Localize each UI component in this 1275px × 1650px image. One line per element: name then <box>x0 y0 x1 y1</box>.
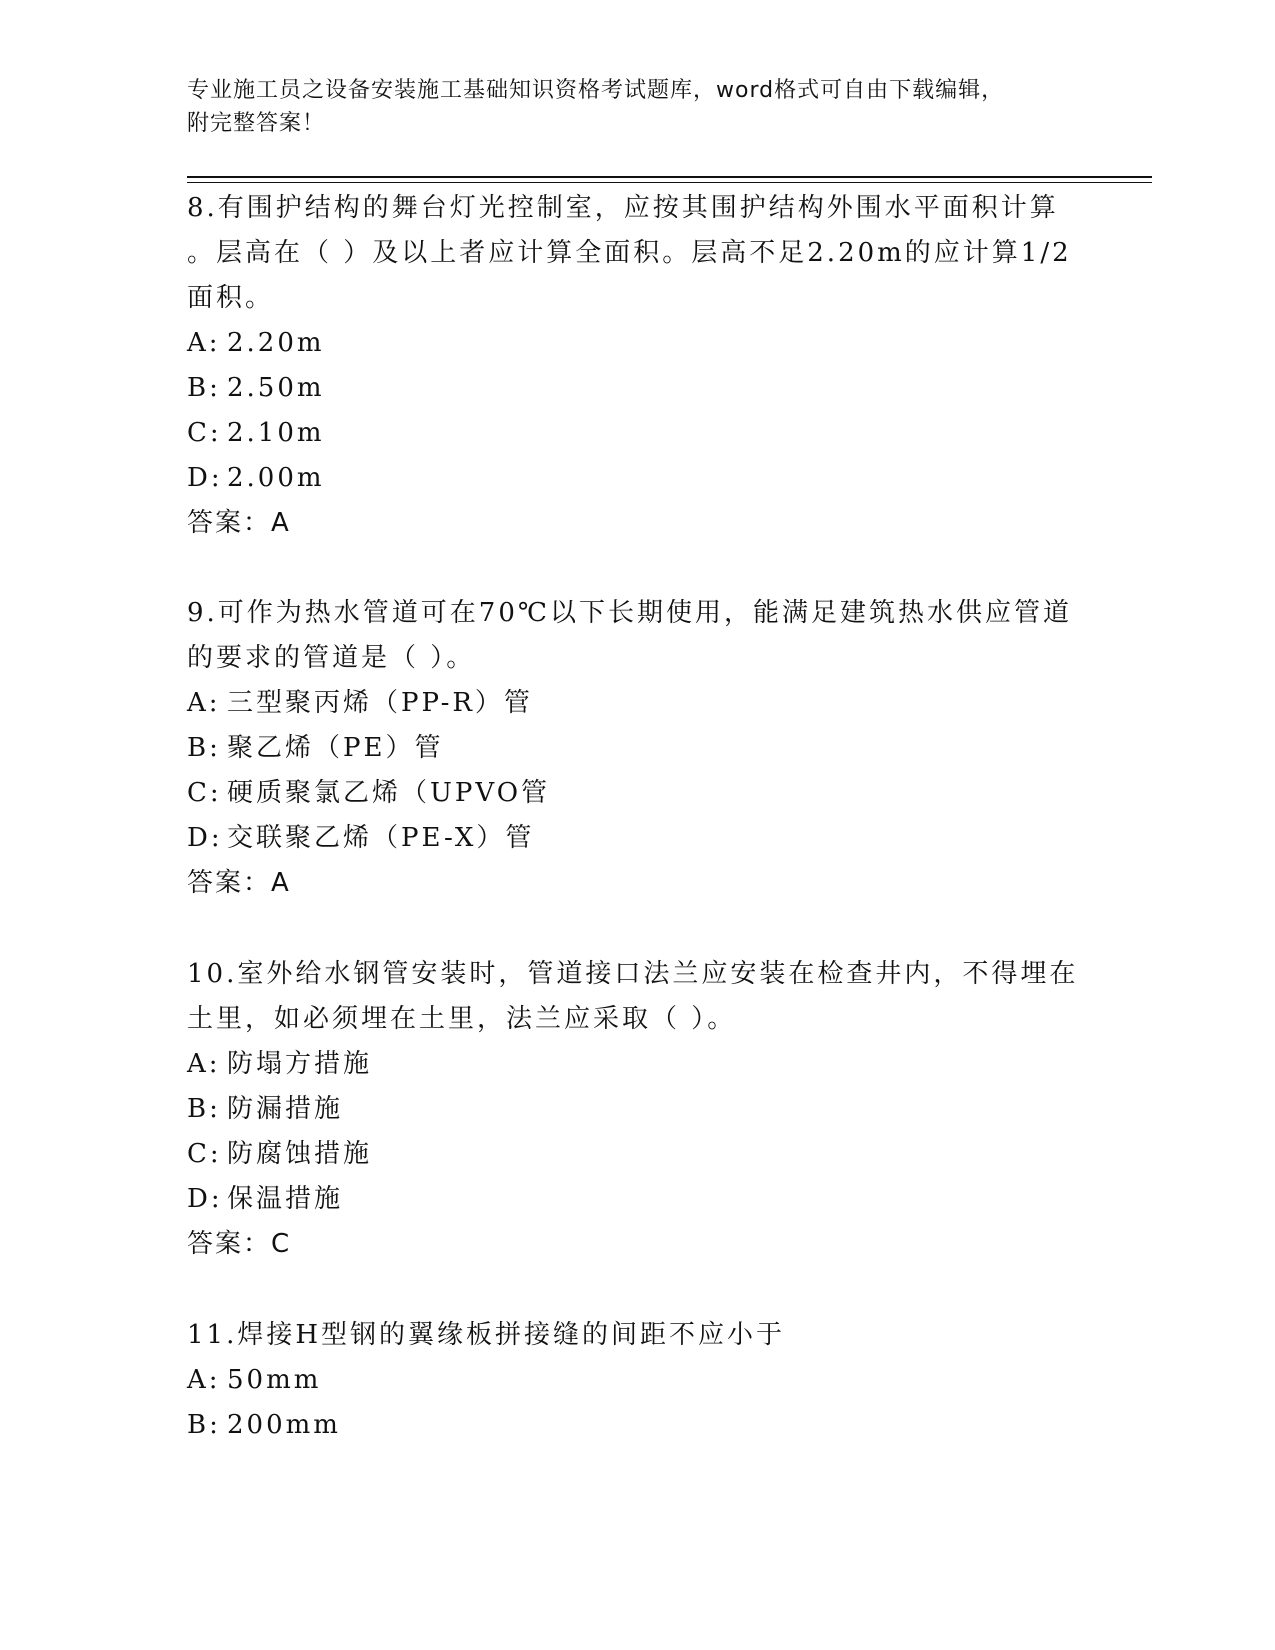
option-a <box>187 1042 1087 1087</box>
header-line-2: 附完整答案！ <box>187 111 326 136</box>
option-b <box>187 726 1087 771</box>
option-letter: B: <box>187 373 221 403</box>
option-b <box>187 1087 1087 1132</box>
header-line-1: 专业施工员之设备安装施工基础知识资格考试题库，word格式可自由下载编辑， <box>187 78 1005 103</box>
question-stem-line: 面积。 <box>187 283 275 313</box>
option-text: 防塌方措施 <box>227 1049 373 1079</box>
question-stem-line: 8.有围护结构的舞台灯光控制室，应按其围护结构外围水平面积计算 <box>187 193 1059 223</box>
question-stem-line: 土里，如必须埋在土里，法兰应采取（ ）。 <box>187 1004 737 1034</box>
option-c <box>187 1132 1087 1177</box>
option-text: 硬质聚氯乙烯（UPVO管 <box>227 778 551 808</box>
question-stem-line: 11.焊接H型钢的翼缘板拼接缝的间距不应小于 <box>187 1320 786 1350</box>
option-text: 交联聚乙烯（PE-X）管 <box>227 823 535 853</box>
option-letter: B: <box>187 1094 221 1124</box>
option-text: 三型聚丙烯（PP-R）管 <box>227 688 533 718</box>
option-a <box>187 681 1087 726</box>
question-8 <box>187 186 1087 546</box>
option-text: 聚乙烯（PE）管 <box>227 733 444 763</box>
option-letter: A: <box>187 328 221 358</box>
option-letter: C: <box>187 418 222 448</box>
answer-line: 答案：A <box>187 868 291 898</box>
question-stem-line: 的要求的管道是（ ）。 <box>187 643 476 673</box>
option-text: 保温措施 <box>227 1184 344 1214</box>
question-stem-line: 。层高在（ ）及以上者应计算全面积。层高不足2.20m的应计算1/2 <box>187 238 1072 268</box>
option-text: 防腐蚀措施 <box>227 1139 373 1169</box>
question-stem-line: 9.可作为热水管道可在70℃以下长期使用，能满足建筑热水供应管道 <box>187 598 1072 628</box>
option-text: 2.10m <box>227 418 325 448</box>
option-text: 2.50m <box>227 373 325 403</box>
option-text: 防漏措施 <box>227 1094 344 1124</box>
answer-line: 答案：C <box>187 1229 292 1259</box>
header-divider-thick <box>187 176 1152 178</box>
question-9 <box>187 591 1087 906</box>
option-b <box>187 1403 1087 1448</box>
option-text: 200mm <box>227 1410 341 1440</box>
question-11 <box>187 1313 1087 1448</box>
document-header <box>187 74 1087 140</box>
option-d <box>187 816 1087 861</box>
option-letter: D: <box>187 823 223 853</box>
option-text: 50mm <box>227 1365 322 1395</box>
option-text: 2.00m <box>227 463 325 493</box>
option-letter: D: <box>187 1184 223 1214</box>
option-a <box>187 321 1087 366</box>
option-letter: D: <box>187 463 223 493</box>
option-a <box>187 1358 1087 1403</box>
question-stem-line: 10.室外给水钢管安装时，管道接口法兰应安装在检查井内，不得埋在 <box>187 959 1079 989</box>
option-c <box>187 411 1087 456</box>
option-text: 2.20m <box>227 328 325 358</box>
option-c <box>187 771 1087 816</box>
option-letter: C: <box>187 1139 222 1169</box>
option-letter: A: <box>187 1365 221 1395</box>
option-letter: A: <box>187 688 221 718</box>
option-d <box>187 456 1087 501</box>
answer-line: 答案：A <box>187 508 291 538</box>
option-letter: B: <box>187 1410 221 1440</box>
option-d <box>187 1177 1087 1222</box>
question-10 <box>187 952 1087 1267</box>
option-letter: B: <box>187 733 221 763</box>
option-letter: A: <box>187 1049 221 1079</box>
header-divider-thin <box>187 182 1152 183</box>
option-letter: C: <box>187 778 222 808</box>
option-b <box>187 366 1087 411</box>
